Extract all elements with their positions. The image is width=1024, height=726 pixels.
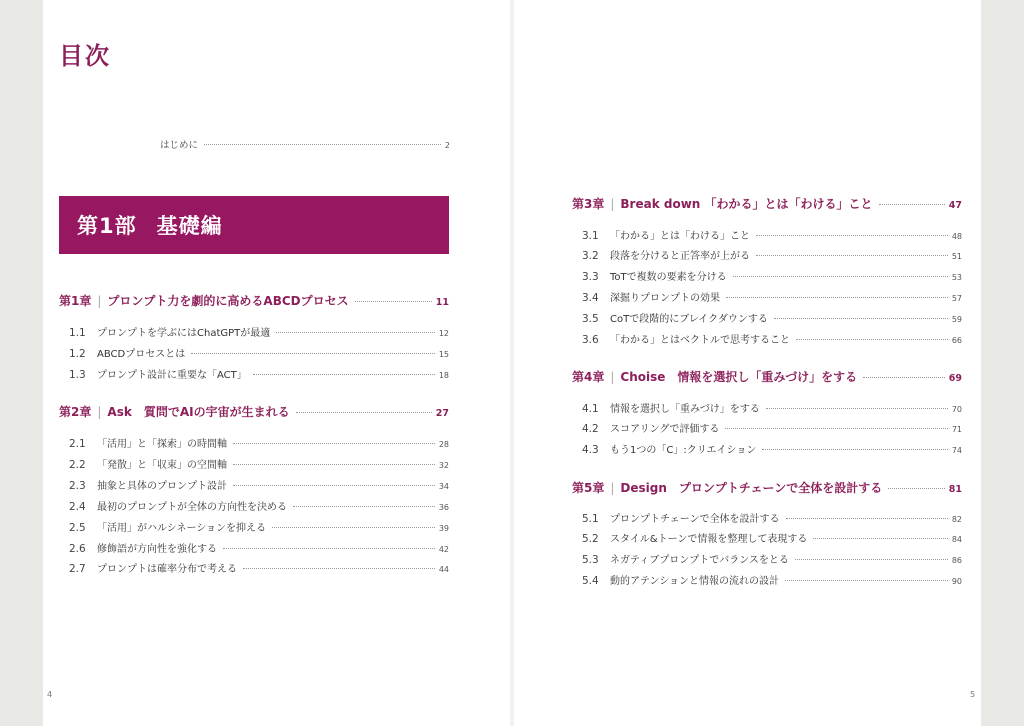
dot-leader: [766, 408, 948, 409]
section-page: 28: [438, 440, 449, 449]
dot-leader: [726, 297, 948, 298]
dot-leader: [888, 488, 944, 489]
section-page: 70: [951, 405, 962, 414]
chapter-title: Ask 質問でAIの宇宙が生まれる: [107, 405, 290, 419]
dot-leader: [272, 527, 435, 528]
chapter-page: 81: [948, 484, 962, 495]
toc-section-5-1[interactable]: [582, 510, 962, 525]
section-page: 32: [438, 461, 449, 470]
section-title: 情報を選択し「重みづけ」をする: [610, 404, 760, 415]
chapter-page: 27: [435, 408, 449, 419]
section-num: 5.3: [582, 554, 599, 566]
dot-leader: [191, 353, 435, 354]
chapter-page: 47: [948, 200, 962, 211]
toc-section-2-2[interactable]: [69, 456, 449, 471]
section-title: 「わかる」とはベクトルで思考すること: [610, 335, 790, 346]
section-title: プロンプトチェーンで全体を設計する: [610, 514, 780, 525]
toc-section-4-2[interactable]: [582, 420, 962, 435]
section-title: 最初のプロンプトが全体の方向性を決める: [97, 502, 287, 513]
section-page: 53: [951, 273, 962, 282]
toc-section-1-3[interactable]: [69, 366, 449, 381]
section-title: 修飾語が方向性を強化する: [97, 544, 217, 555]
section-num: 4.3: [582, 444, 599, 456]
page-title: 目次: [59, 42, 111, 70]
section-page: 48: [951, 232, 962, 241]
dot-leader: [879, 204, 945, 205]
section-page: 86: [951, 556, 962, 565]
section-page: 18: [438, 371, 449, 380]
section-page: 39: [438, 524, 449, 533]
section-num: 3.2: [582, 250, 599, 262]
dot-leader: [276, 332, 435, 333]
toc-section-2-5[interactable]: [69, 519, 449, 534]
chapter-page: 69: [948, 373, 962, 384]
dot-leader: [293, 506, 435, 507]
section-title: 「発散」と「収束」の空間軸: [97, 460, 227, 471]
dot-leader: [725, 428, 947, 429]
section-num: 2.7: [69, 563, 86, 575]
section-num: 2.2: [69, 459, 86, 471]
chapter-label: 第3章: [572, 197, 605, 211]
dot-leader: [355, 301, 432, 302]
toc-section-3-2[interactable]: [582, 247, 962, 262]
section-title: 動的アテンションと情報の流れの設計: [610, 576, 780, 587]
section-page: 90: [951, 577, 962, 586]
section-page: 12: [438, 329, 449, 338]
toc-section-2-3[interactable]: [69, 477, 449, 492]
part-label: 第1部: [77, 214, 137, 238]
section-page: 66: [951, 336, 962, 345]
section-num: 2.3: [69, 480, 86, 492]
toc-section-4-3[interactable]: [582, 441, 962, 456]
chapter-title: Design プロンプトチェーンで全体を設計する: [620, 481, 883, 495]
chapter-label: 第2章: [59, 405, 92, 419]
dot-leader: [795, 559, 948, 560]
section-num: 4.2: [582, 423, 599, 435]
chapter-page: 11: [435, 297, 449, 308]
dot-leader: [813, 538, 947, 539]
section-title: 段落を分けると正答率が上がる: [610, 251, 750, 262]
section-page: 57: [951, 294, 962, 303]
toc-chapter-1[interactable]: 第1章 | プロンプト力を劇的に高めるABCDプロセス 11: [59, 294, 449, 308]
dot-leader: [796, 339, 948, 340]
toc-section-2-1[interactable]: [69, 435, 449, 450]
section-title: プロンプトは確率分布で考える: [97, 564, 237, 575]
dot-leader: [233, 485, 435, 486]
section-page: 82: [951, 515, 962, 524]
section-num: 4.1: [582, 403, 599, 415]
left-page: [43, 0, 510, 726]
dot-leader: [204, 144, 441, 145]
dot-leader: [786, 518, 948, 519]
section-title: スタイル&トーンで情報を整理して表現する: [610, 534, 808, 545]
section-page: 34: [438, 482, 449, 491]
section-num: 5.4: [582, 575, 599, 587]
dot-leader: [756, 255, 948, 256]
chapter-title: プロンプト力を劇的に高めるABCDプロセス: [107, 294, 349, 308]
part-name: 基礎編: [156, 214, 223, 238]
section-title: 抽象と具体のプロンプト設計: [97, 481, 227, 492]
section-num: 1.3: [69, 369, 86, 381]
toc-section-2-7[interactable]: [69, 560, 449, 575]
chapter-title: Choise 情報を選択し「重みづけ」をする: [620, 370, 858, 384]
dot-leader: [253, 374, 435, 375]
dot-leader: [223, 548, 435, 549]
toc-section-5-3[interactable]: [582, 551, 962, 566]
dot-leader: [233, 464, 435, 465]
intro-label: はじめに: [160, 140, 199, 151]
toc-section-3-1[interactable]: [582, 227, 962, 242]
section-num: 1.1: [69, 327, 86, 339]
dot-leader: [243, 568, 435, 569]
toc-entry-intro[interactable]: [160, 137, 450, 151]
toc-chapter-5[interactable]: 第5章 | Design プロンプトチェーンで全体を設計する 81: [572, 481, 962, 495]
section-page: 42: [438, 545, 449, 554]
section-num: 3.4: [582, 292, 599, 304]
toc-section-1-1[interactable]: [69, 324, 449, 339]
dot-leader: [762, 449, 947, 450]
toc-section-2-4[interactable]: [69, 498, 449, 513]
dot-leader: [756, 235, 948, 236]
section-num: 2.6: [69, 543, 86, 555]
section-num: 5.1: [582, 513, 599, 525]
section-title: プロンプト設計に重要な「ACT」: [97, 370, 247, 381]
section-num: 2.1: [69, 438, 86, 450]
toc-section-2-6[interactable]: [69, 540, 449, 555]
section-num: 3.1: [582, 230, 599, 242]
toc-chapter-2[interactable]: 第2章 | Ask 質問でAIの宇宙が生まれる 27: [59, 405, 449, 419]
section-title: 深掘りプロンプトの効果: [610, 293, 720, 304]
page-number-left: 4: [47, 690, 53, 699]
dot-leader: [785, 580, 948, 581]
section-num: 5.2: [582, 533, 599, 545]
section-num: 3.5: [582, 313, 599, 325]
section-page: 59: [951, 315, 962, 324]
dot-leader: [296, 412, 432, 413]
toc-section-5-2[interactable]: [582, 530, 962, 545]
chapter-label: 第5章: [572, 481, 605, 495]
section-title: 「活用」がハルシネーションを抑える: [97, 523, 267, 534]
intro-page: 2: [444, 141, 450, 150]
section-page: 71: [951, 425, 962, 434]
section-page: 84: [951, 535, 962, 544]
section-title: ToTで複数の要素を分ける: [610, 272, 727, 283]
dot-leader: [774, 318, 948, 319]
section-num: 2.5: [69, 522, 86, 534]
part-banner: [59, 196, 449, 254]
section-num: 3.3: [582, 271, 599, 283]
toc-section-3-4[interactable]: [582, 289, 962, 304]
section-title: プロンプトを学ぶにはChatGPTが最適: [97, 328, 271, 339]
chapter-label: 第1章: [59, 294, 92, 308]
toc-section-3-6[interactable]: [582, 331, 962, 346]
dot-leader: [233, 443, 435, 444]
section-page: 15: [438, 350, 449, 359]
toc-section-5-4[interactable]: [582, 572, 962, 587]
section-page: 74: [951, 446, 962, 455]
dot-leader: [863, 377, 945, 378]
section-num: 2.4: [69, 501, 86, 513]
section-page: 44: [438, 565, 449, 574]
section-page: 36: [438, 503, 449, 512]
toc-section-3-5[interactable]: [582, 310, 962, 325]
section-title: 「わかる」とは「わける」こと: [610, 231, 750, 242]
dot-leader: [733, 276, 948, 277]
section-title: ABCDプロセスとは: [97, 349, 186, 360]
section-num: 3.6: [582, 334, 599, 346]
toc-chapter-4[interactable]: 第4章 | Choise 情報を選択し「重みづけ」をする 69: [572, 370, 962, 384]
section-title: ネガティブプロンプトでバランスをとる: [610, 555, 789, 566]
toc-chapter-3[interactable]: 第3章 | Break down 「わかる」とは「わける」こと 47: [572, 197, 962, 211]
toc-section-1-2[interactable]: [69, 345, 449, 360]
section-title: もう1つの「C」:クリエイション: [610, 445, 757, 456]
page-number-right: 5: [970, 690, 976, 699]
section-num: 1.2: [69, 348, 86, 360]
section-title: スコアリングで評価する: [610, 424, 720, 435]
right-page: [514, 0, 981, 726]
toc-section-4-1[interactable]: [582, 400, 962, 415]
section-title: CoTで段階的にブレイクダウンする: [610, 314, 768, 325]
chapter-label: 第4章: [572, 370, 605, 384]
toc-section-3-3[interactable]: [582, 268, 962, 283]
section-title: 「活用」と「探索」の時間軸: [97, 439, 227, 450]
chapter-title: Break down 「わかる」とは「わける」こと: [620, 197, 873, 211]
section-page: 51: [951, 252, 962, 261]
